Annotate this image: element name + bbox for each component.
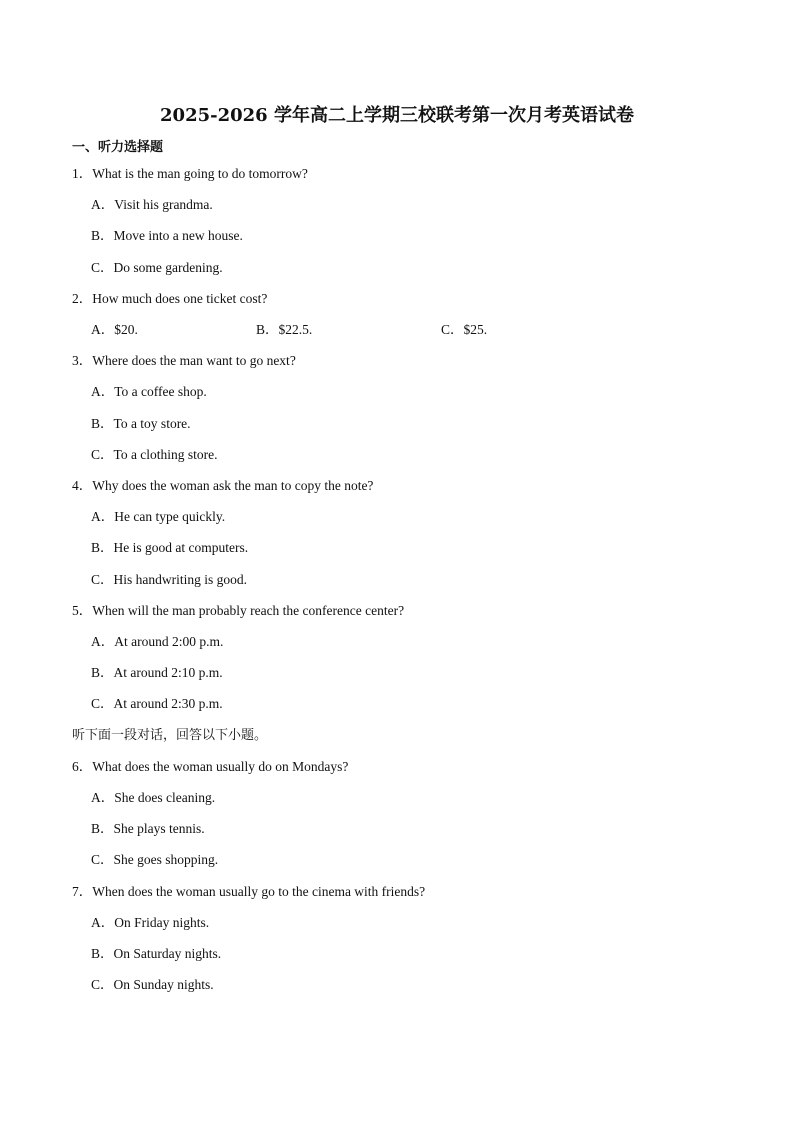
option-letter: A． <box>91 790 115 805</box>
option-1c <box>91 259 223 277</box>
option-5a <box>91 633 223 651</box>
option-letter: A． <box>91 915 115 930</box>
option-letter: A． <box>91 509 115 524</box>
question-4 <box>72 477 373 495</box>
option-text: To a toy store. <box>113 416 191 431</box>
option-letter: C． <box>91 977 114 992</box>
question-number: 3． <box>72 353 93 368</box>
option-text: Do some gardening. <box>113 260 223 275</box>
option-text: She plays tennis. <box>113 821 205 836</box>
option-letter: A． <box>91 197 115 212</box>
option-letter: B． <box>91 821 114 836</box>
option-letter: B． <box>91 665 114 680</box>
question-1 <box>72 165 308 183</box>
option-text: On Sunday nights. <box>113 977 214 992</box>
question-text: Why does the woman ask the man to copy the note? <box>92 478 374 493</box>
option-letter: A． <box>91 384 115 399</box>
option-2c <box>441 321 487 339</box>
question-number: 1． <box>72 166 93 181</box>
question-2 <box>72 290 267 308</box>
option-text: On Friday nights. <box>114 915 210 930</box>
option-text: To a clothing store. <box>113 447 218 462</box>
option-text: $22.5. <box>278 322 313 337</box>
option-letter: A． <box>91 322 115 337</box>
question-text: What does the woman usually do on Mondays? <box>92 759 349 774</box>
option-text: $25. <box>463 322 488 337</box>
option-text: She does cleaning. <box>114 790 216 805</box>
option-6b <box>91 820 205 838</box>
question-6 <box>72 758 348 776</box>
question-number: 2． <box>72 291 93 306</box>
option-text: To a coffee shop. <box>114 384 207 399</box>
option-text: He is good at computers. <box>113 540 249 555</box>
option-letter: C． <box>91 447 114 462</box>
question-text: Where does the man want to go next? <box>92 353 296 368</box>
listening-instruction: 听下面一段对话，回答以下小题。 <box>72 728 268 743</box>
option-text: He can type quickly. <box>114 509 226 524</box>
question-text: When does the woman usually go to the cinema with friends? <box>92 884 426 899</box>
question-number: 6． <box>72 759 93 774</box>
option-4b <box>91 539 248 557</box>
option-1a <box>91 196 213 214</box>
option-letter: C． <box>441 322 464 337</box>
option-3c <box>91 446 218 464</box>
question-number: 4． <box>72 478 93 493</box>
option-letter: A． <box>91 634 115 649</box>
option-1b <box>91 227 243 245</box>
option-letter: B． <box>91 228 114 243</box>
option-5c <box>91 695 223 713</box>
option-3b <box>91 415 191 433</box>
option-7c <box>91 976 214 994</box>
option-5b <box>91 664 223 682</box>
question-text: How much does one ticket cost? <box>92 291 268 306</box>
option-text: On Saturday nights. <box>113 946 222 961</box>
option-letter: B． <box>91 946 114 961</box>
option-4c <box>91 571 247 589</box>
question-number: 7． <box>72 884 93 899</box>
option-text: At around 2:30 p.m. <box>113 696 223 711</box>
option-text: At around 2:10 p.m. <box>113 665 223 680</box>
option-6c <box>91 851 218 869</box>
option-letter: C． <box>91 260 114 275</box>
option-letter: B． <box>256 322 279 337</box>
question-number: 5． <box>72 603 93 618</box>
option-2a <box>91 321 138 339</box>
question-text: What is the man going to do tomorrow? <box>92 166 308 181</box>
option-7a <box>91 914 209 932</box>
option-text: His handwriting is good. <box>113 572 248 587</box>
page-title: 2025-2026 学年高二上学期三校联考第一次月考英语试卷 <box>160 105 634 126</box>
option-text: $20. <box>114 322 138 337</box>
option-letter: C． <box>91 572 114 587</box>
option-2b <box>256 321 312 339</box>
question-5 <box>72 602 404 620</box>
question-7 <box>72 883 425 901</box>
option-text: Move into a new house. <box>113 228 243 243</box>
option-letter: C． <box>91 696 114 711</box>
option-6a <box>91 789 215 807</box>
option-text: She goes shopping. <box>113 852 219 867</box>
option-text: Visit his grandma. <box>114 197 213 212</box>
option-letter: B． <box>91 416 114 431</box>
question-3 <box>72 352 296 370</box>
question-text: When will the man probably reach the conference center? <box>92 603 405 618</box>
option-letter: C． <box>91 852 114 867</box>
option-text: At around 2:00 p.m. <box>114 634 224 649</box>
option-7b <box>91 945 221 963</box>
option-3a <box>91 383 207 401</box>
option-4a <box>91 508 225 526</box>
option-letter: B． <box>91 540 114 555</box>
section-heading: 一、听力选择题 <box>72 140 164 155</box>
